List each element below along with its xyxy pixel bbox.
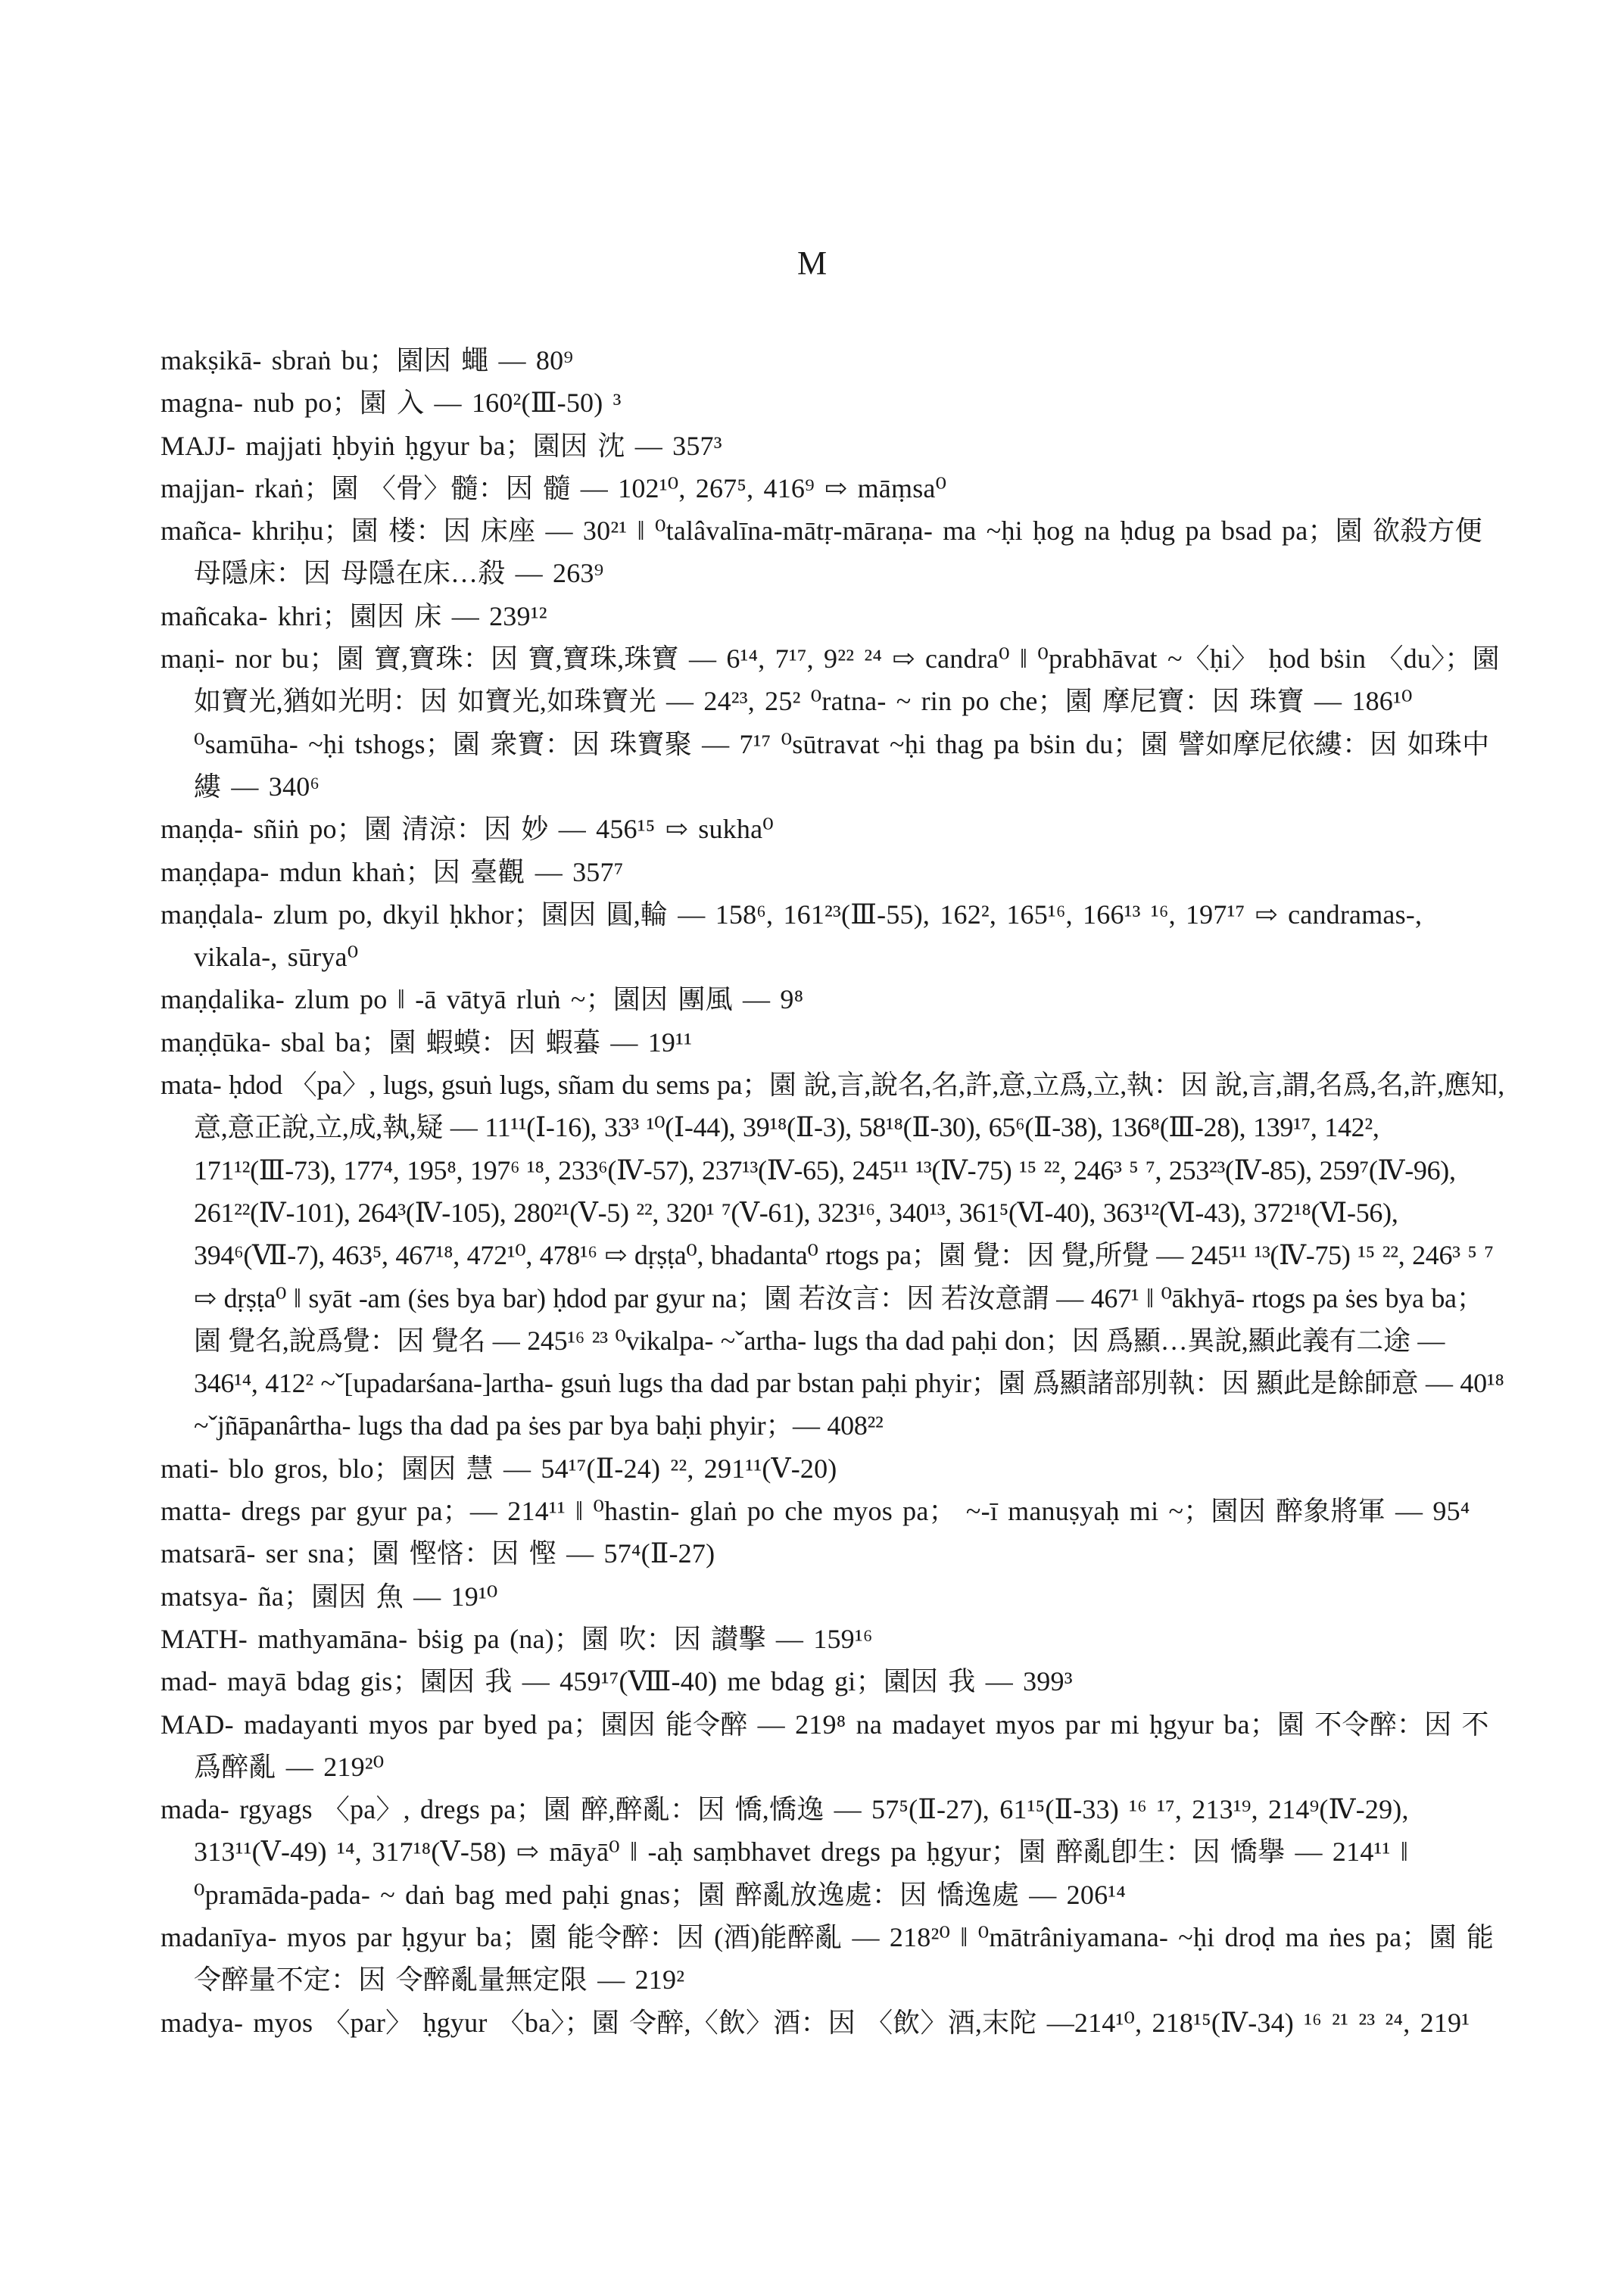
entry-manda: maṇḍa- sñiṅ po；園 清涼：因 妙 — 456¹⁵ ⇨ sukha⁰ xyxy=(161,814,774,845)
entry-manca: mañca- khriḥu；園 楼：因 床座 — 30²¹ ‖ ⁰talâvalīna-mātṛ-māraṇa- ma ~ḥi ḥog na ḥdug pa bsad pa；園 欲殺方便母隱床：因 母隱在床…殺 — 263⁹ xyxy=(161,516,1482,589)
entry-mad-root: MAD- madayanti myos par byed pa；園因 能令醉 — 219⁸ na madayet myos par mi ḥgyur ba；園 不令醉：因 不爲醉亂 — 219²⁰ xyxy=(161,1709,1489,1782)
entry-mandala: maṇḍala- zlum po, dkyil ḥkhor；園因 圓,輪 — 158⁶, 161²³(Ⅲ-55), 162², 165¹⁶, 166¹³ ¹⁶, 197¹⁷ ⇨ candramas-, vikala-, sūrya⁰ xyxy=(161,899,1423,973)
entry-math: MATH- mathyamāna- bṡig pa (na)；園 吹：因 讃擊 — 159¹⁶ xyxy=(161,1623,873,1654)
entry-mad: mad- mayā bdag gis；園因 我 — 459¹⁷(Ⅷ-40) me bdag gi；園因 我 — 399³ xyxy=(161,1666,1073,1697)
section-letter: M xyxy=(796,245,828,282)
entry-mani: maṇi- nor bu；園 寶,寶珠：因 寶,寶珠,珠寶 — 6¹⁴, 7¹⁷, 9²² ²⁴ ⇨ candra⁰ ‖ ⁰prabhāvat ~〈ḥi〉 ḥod bṡin 〈du〉；園 如寶光,猶如光明：因 如寶光,如珠寶光 — 24²³, 25² ⁰ratna- ~ rin po che；園 摩尼寶：因 珠寶 — 186¹⁰ ⁰samūha- ~ḥi tshogs；園 衆寶：因 珠寶聚 — 7¹⁷ ⁰sūtravat ~ḥi thag pa bṡin du；園 譬如摩尼依縷：因 如珠中縷 — 340⁶ xyxy=(161,643,1500,802)
entry-mandapa: maṇḍapa- mdun khaṅ；因 臺觀 — 357⁷ xyxy=(161,856,624,887)
entry-matta: matta- dregs par gyur pa；— 214¹¹ ‖ ⁰hastin- glaṅ po che myos pa； ~-ī manuṣyaḥ mi ~；園因 醉象將軍 — 95⁴ xyxy=(161,1496,1470,1527)
entry-majjan: majjan- rkaṅ；園 〈骨〉髓：因 髓 — 102¹⁰, 267⁵, 416⁹ ⇨ māṃsa⁰ xyxy=(161,472,947,503)
entry-maksika: makṣikā- sbraṅ bu；園因 蠅 — 80⁹ xyxy=(161,345,574,375)
entry-mancaka: mañcaka- khri；園因 床 — 239¹² xyxy=(161,600,547,631)
entry-majj: MAJJ- majjati ḥbyiṅ ḥgyur ba；園因 沈 — 357³ xyxy=(161,430,722,461)
entry-mati: mati- blo gros, blo；園因 慧 — 54¹⁷(Ⅱ-24) ²², 291¹¹(Ⅴ-20) xyxy=(161,1453,837,1484)
entry-manduka: maṇḍūka- sbal ba；園 蝦蟆：因 蝦蟇 — 19¹¹ xyxy=(161,1027,693,1058)
entry-matsara: matsarā- ser sna；園 慳悋：因 慳 — 57⁴(Ⅱ-27) xyxy=(161,1538,715,1569)
entry-madaniya: madanīya- myos par ḥgyur ba；園 能令醉：因 (酒)能醉亂 — 218²⁰ ‖ ⁰mātrâniyamana- ~ḥi droḍ ma ṅes pa；園 能令醉量不定：因 令醉亂量無定限 — 219² xyxy=(161,1921,1495,1995)
entry-madya: madya- myos 〈par〉 ḥgyur 〈ba〉；園 令醉,〈飲〉酒：因 〈飲〉酒,末陀 —214¹⁰, 218¹⁵(Ⅳ-34) ¹⁶ ²¹ ²³ ²⁴, 219¹ xyxy=(161,2007,1470,2038)
entry-magna: magna- nub po；園 入 — 160²(Ⅲ-50) ³ xyxy=(161,388,622,419)
dictionary-entries xyxy=(161,339,1508,2044)
entry-mandalika: maṇḍalika- zlum po ‖ -ā vātyā rluṅ ~；園因 團風 — 9⁸ xyxy=(161,984,804,1015)
entry-mada: mada- rgyags 〈pa〉, dregs pa；園 醉,醉亂：因 憍,憍逸 — 57⁵(Ⅱ-27), 61¹⁵(Ⅱ-33) ¹⁶ ¹⁷, 213¹⁹, 214⁹(Ⅳ-29), 313¹¹(Ⅴ-49) ¹⁴, 317¹⁸(Ⅴ-58) ⇨ māyā⁰ ‖ -aḥ saṃbhavet dregs pa ḥgyur；園 醉亂卽生：因 憍擧 — 214¹¹ ‖ ⁰pramāda-pada- ~ daṅ bag med paḥi gnas；園 醉亂放逸處：因 憍逸處 — 206¹⁴ xyxy=(161,1794,1409,1910)
entry-matsya: matsya- ña；園因 魚 — 19¹⁰ xyxy=(161,1581,498,1612)
entry-mata: mata- ḥdod 〈pa〉, lugs, gsuṅ lugs, sñam du sems pa；園 說,言,說名,名,許,意,立爲,立,執：因 說,言,謂,名爲,名,許,應知,意,意正說,立,成,執,疑 — 11¹¹(Ⅰ-16), 33³ ¹⁰(Ⅰ-44), 39¹⁸(Ⅱ-3), 58¹⁸(Ⅱ-30), 65⁶(Ⅱ-38), 136⁸(Ⅲ-28), 139¹⁷, 142², 171¹²(Ⅲ-73), 177⁴, 195⁸, 197⁶ ¹⁸, 233⁶(Ⅳ-57), 237¹³(Ⅳ-65), 245¹¹ ¹³(Ⅳ-75) ¹⁵ ²², 246³ ⁵ ⁷, 253²³(Ⅳ-85), 259⁷(Ⅳ-96), 261²²(Ⅳ-101), 264³(Ⅳ-105), 280²¹(Ⅴ-5) ²², 320¹ ⁷(Ⅴ-61), 323¹⁶, 340¹³, 361⁵(Ⅵ-40), 363¹²(Ⅵ-43), 372¹⁸(Ⅵ-56), 394⁶(Ⅶ-7), 463⁵, 467¹⁸, 472¹⁰, 478¹⁶ ⇨ dṛṣṭa⁰, bhadanta⁰ rtogs pa；園 覺：因 覺,所覺 — 245¹¹ ¹³(Ⅳ-75) ¹⁵ ²², 246³ ⁵ ⁷ ⇨ dṛṣṭa⁰ ‖ syāt -am (ṡes bya bar) ḥdod par gyur na；園 若汝言：因 若汝意謂 — 467¹ ‖ ⁰ākhyā- rtogs pa ṡes bya ba；園 覺名,說爲覺：因 覺名 — 245¹⁶ ²³ ⁰vikalpa- ~ˇartha- lugs tha dad paḥi don；因 爲顯…異說,顯此義有二途 — 346¹⁴, 412² ~ˇ[upadarśana-]artha- gsuṅ lugs tha dad par bstan paḥi phyir；園 爲顯諸部別執：因 顯此是餘師意 — 40¹⁸ ~ˇjñāpanârtha- lugs tha dad pa ṡes par bya baḥi phyir；— 408²² xyxy=(161,1070,1504,1441)
